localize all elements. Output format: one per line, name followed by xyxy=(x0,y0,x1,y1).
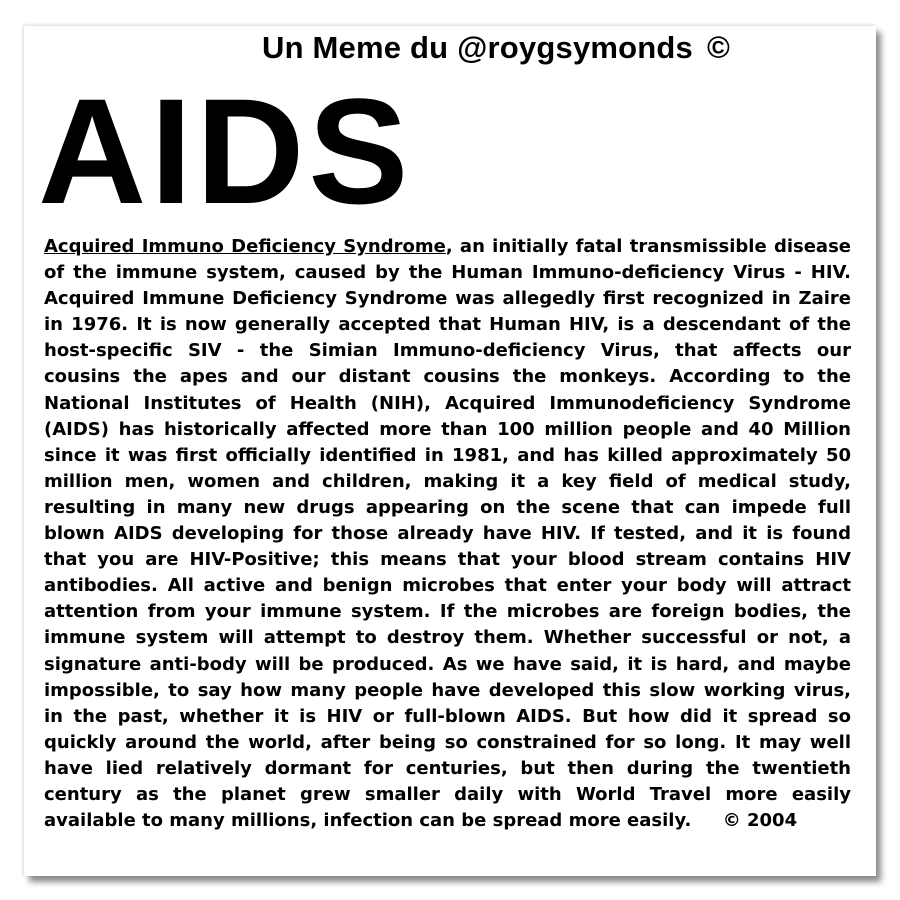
copyright-symbol: © xyxy=(707,30,731,65)
page-title: AIDS xyxy=(38,67,413,235)
article-body xyxy=(44,234,851,834)
footer-copyright: © 2004 xyxy=(722,810,798,832)
body-text-part-1: , an initially fatal transmissible disease of the immune system, caused by the Human Immuno-deficiency Virus - xyxy=(44,236,851,284)
attribution-text: Un Meme du @roygsymonds xyxy=(262,30,694,65)
defined-term: Acquired Immuno Deficiency Syndrome xyxy=(44,236,446,257)
attribution-header xyxy=(262,30,730,66)
virus-abbreviation: HIV xyxy=(810,262,845,284)
body-text-part-2: . Acquired Immune Deficiency Syndrome was allegedly first recognized in Zaire in 1976. It is now generally accepted that Human HIV, is a descendant of the host-specific SIV - the Simian Immuno-deficiency Virus, that affects our cousins the apes and our distant cousins the monkeys. According to the National Institutes of Health (NIH), Acquired Immunodeficiency Syndrome (AIDS) has historically affected more than 100 million people and 40 Million since it was first officially identified in 1981, and has killed approximately 50 million men, women and children, making it a key field of medical study, resulting in many new drugs appearing on the scene that can impede full blown AIDS developing for those already have HIV. If tested, and it is found that you are HIV-Positive; this means that your blood stream contains HIV antibodies. All active and benign microbes that enter your body will attract attention from your immune system. If the microbes are foreign bodies, the immune system will attempt to destroy them. Whether successful or not, a signature anti-body will be produced. As we have said, it is hard, and maybe impossible, to say how many people have developed this slow working virus, in the past, whether it is HIV or full-blown AIDS. But how did it spread so quickly around the world, after being so constrained for so long. It may well have lied relatively dormant for centuries, but then during the twentieth century as the planet grew smaller daily with World Travel more easily available to many millions, infection can be spread more easily. xyxy=(44,262,851,832)
